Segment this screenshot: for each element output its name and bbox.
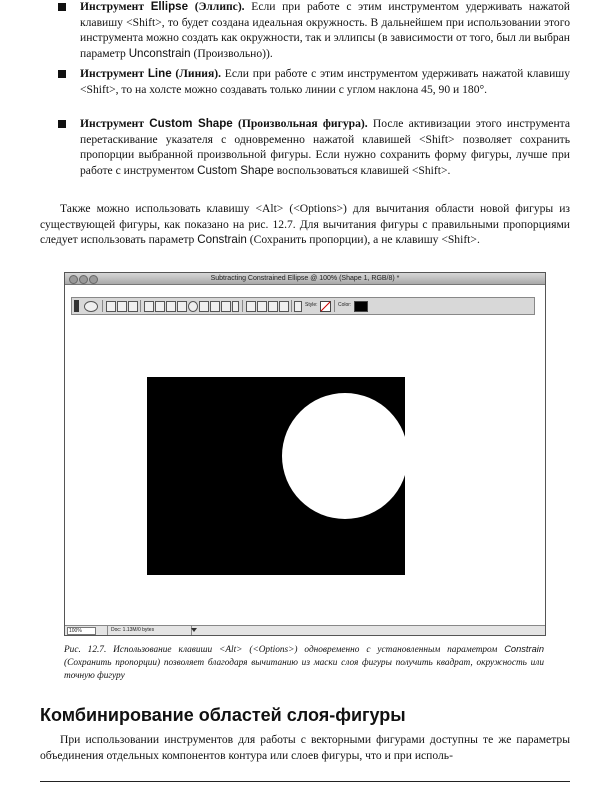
polygon-tool-icon[interactable] [199,301,209,312]
bullet-text: Если при работе с этим инструментом удерживать нажатой клавишу <Shift>, то на холсте можно создавать только линии с углом наклона 45, 90 и 180°. [80,67,571,96]
bullet-line [58,66,570,97]
pen-tool-icon[interactable] [144,301,154,312]
line-tool-icon[interactable] [210,301,220,312]
section-paragraph: При использовании инструментов для работы с векторными фигурами доступны те же параметры объединения отдельных компонентов контура или слоев фигуры, что и при исполь- [40,733,570,762]
tool-options-bar [71,297,535,315]
status-bar [65,625,545,635]
bullet-text-end: воспользоваться клавишей <Shift>. [273,163,451,177]
caption-text: Рис. 12.7. Использование клавиши <Alt> (<Options>) одновременно с установленным параметром [64,645,505,655]
caption-text-end: (Сохранить пропорции) позволяет благодаря вычитанию из маски слоя фигуры получить квадрат, окружность или точную фигуру [64,658,544,682]
bullet-title-prefix: Инструмент [80,117,150,130]
param-name: Constrain [504,644,544,654]
bullet-square-icon [58,120,66,128]
freeform-pen-icon[interactable] [155,301,165,312]
window-title: Subtracting Constrained Ellipse @ 100% (Shape 1, RGB/8) * [210,275,400,282]
custom-shape-icon[interactable] [221,301,231,312]
geometry-options-icon[interactable] [232,301,239,312]
exclude-overlapping-areas-button[interactable] [279,301,289,312]
style-picker[interactable] [320,301,331,312]
bullet-title-suffix: (Линия). [171,67,221,80]
bullet-square-icon [58,3,66,11]
shape-layers-button[interactable] [106,301,116,312]
tool-name: Line [147,67,172,80]
doc-size-info: Doc: 1.13M/0 bytes [107,626,192,635]
intersect-shape-areas-button[interactable] [268,301,278,312]
style-label: Style: [305,302,318,308]
param-name: Unconstrain [128,46,191,60]
options-bar-grip-icon[interactable] [74,300,79,312]
separator [102,300,103,312]
paths-button[interactable] [117,301,127,312]
document-canvas[interactable] [65,317,545,623]
param-name: Custom Shape [197,163,274,177]
subtract-from-shape-area-button[interactable] [257,301,267,312]
figure-screenshot [64,272,546,636]
bullet-ellipse [58,0,570,61]
subtracted-circle [282,393,408,519]
separator [242,300,243,312]
param-name: Constrain [197,233,247,247]
bullet-text: Если при работе с этим инструментом удерживать нажатой клавишу <Shift>, то будет создана идеальная окружность. В дальнейшем при использовании этого инструмента можно создать как окружности, так и эллипсы (в зависимости от того, был ли выбран параметр [80,0,570,60]
color-swatch[interactable] [354,301,368,312]
window-titlebar [65,273,545,285]
bullet-text: После активизации этого инструмента перетаскивание указателя с одновременно нажатой клавишей <Shift> позволяет сохранить пропорции выбранной произвольной фигуры. Если нужно сохранить форму фигуры, лучше при работе с инструментом [80,117,570,177]
link-layer-icon[interactable] [294,301,302,312]
bullet-text-end: (Произвольно)). [190,46,273,60]
bullet-title-prefix: Инструмент [80,67,148,80]
color-label: Color: [338,302,352,308]
tool-name: Ellipse [150,0,189,13]
separator [140,300,141,312]
page-bottom-rule [40,781,570,782]
section-heading: Комбинирование областей слоя-фигуры [40,705,406,725]
figure-caption [64,643,544,684]
bullet-custom-shape [58,116,570,178]
paragraph-text-end: (Сохранить пропорции), а не клавишу <Shift>. [246,233,480,247]
paragraph-text: Также можно использовать клавишу <Alt> (<Options>) для вычитания области новой фигуры из существующей фигуры, как показано на рис. 12.7. Для вычитания фигуры с правильными пропорциями следует использовать параметр [40,202,570,247]
bullet-square-icon [58,70,66,78]
rectangle-tool-icon[interactable] [166,301,176,312]
status-menu-arrow-icon[interactable] [191,628,197,632]
bullet-title-prefix: Инструмент [80,0,151,13]
tool-name: Custom Shape [149,117,233,130]
ellipse-tool-icon[interactable] [188,301,198,312]
add-to-shape-area-button[interactable] [246,301,256,312]
body-paragraph [40,201,570,248]
zoom-level-field[interactable]: 100% [67,627,96,635]
fill-pixels-button[interactable] [128,301,138,312]
rounded-rectangle-icon[interactable] [177,301,187,312]
bullet-title-suffix: (Эллипс). [188,0,245,13]
separator [334,300,335,312]
bullet-title-suffix: (Произвольная фигура). [232,117,368,130]
separator [291,300,292,312]
tool-preset-picker-icon[interactable] [84,301,98,312]
